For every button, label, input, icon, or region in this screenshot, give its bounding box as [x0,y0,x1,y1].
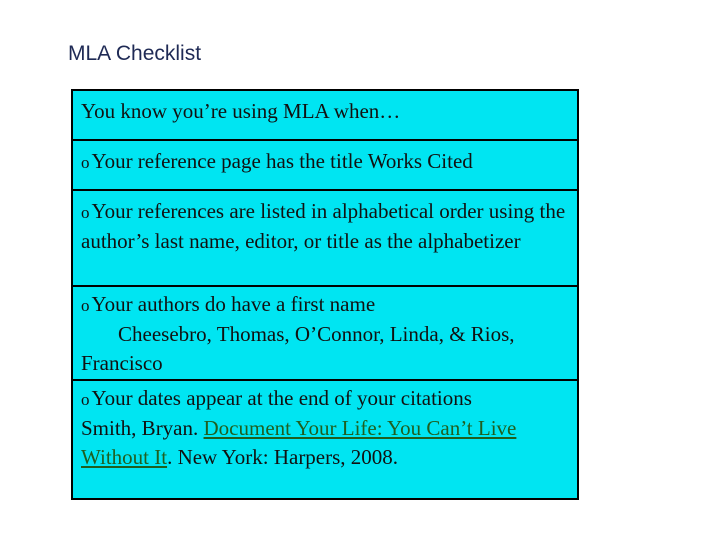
checklist-header-row [73,91,577,141]
bullet-icon: o [81,153,90,172]
checklist-item-example: Cheesebro, Thomas, O’Connor, Linda, & Rios, Francisco [81,322,515,375]
bullet-icon: o [81,296,90,315]
checklist-item-alphabetical [73,191,577,287]
citation-publisher: . New York: Harpers, 2008. [167,445,399,469]
checklist-header: You know you’re using MLA when… [81,99,401,123]
page-title: MLA Checklist [68,42,202,65]
checklist-item-works-cited [73,141,577,191]
bullet-icon: o [81,390,90,409]
citation-author: Smith, Bryan. [81,416,204,440]
checklist-table [71,89,579,500]
checklist-item-dates [73,381,577,498]
checklist-item-text: Your references are listed in alphabetical order using the author’s last name, editor, or title as the alphabetizer [81,199,566,253]
citation-book-title: Document Your Life: You Can’t Live Without It [81,416,517,469]
bullet-icon: o [81,203,90,222]
checklist-item-first-name [73,287,577,381]
checklist-item-text: Your reference page has the title Works Cited [91,149,473,173]
checklist-item-text: Your dates appear at the end of your citations [91,386,472,410]
checklist-item-text: Your authors do have a first name [91,292,376,316]
